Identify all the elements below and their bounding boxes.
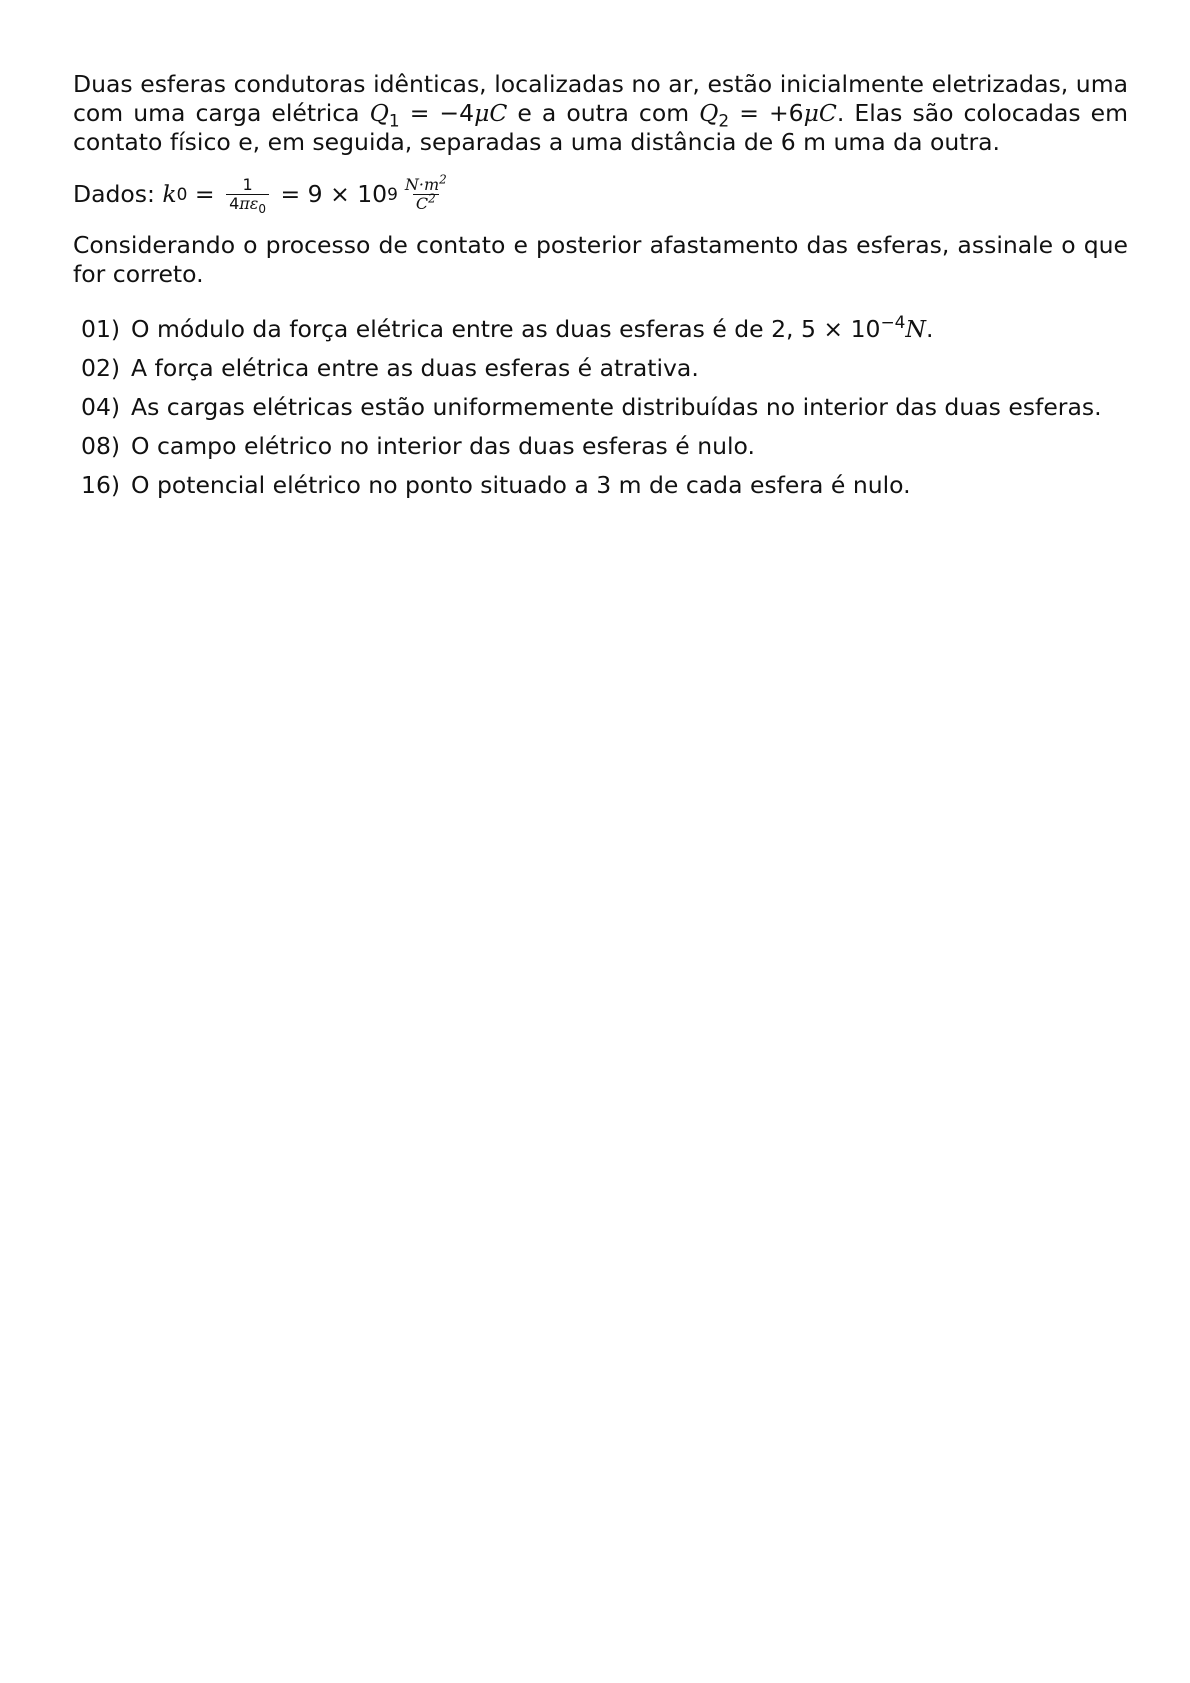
unit-denominator <box>413 191 439 213</box>
q1-subscript: 1 <box>388 110 400 131</box>
q1-symbol: Q <box>369 99 389 127</box>
q2-subscript: 2 <box>718 110 730 131</box>
option-text: As cargas elétricas estão uniformemente distribuídas no interior das duas esferas. <box>131 393 1102 421</box>
unit-denominator-text: C <box>415 193 429 213</box>
q2-symbol: Q <box>699 99 719 127</box>
intro-text: . Elas são colocadas em contato físico e, em seguida, separadas a uma distância de 6 m uma da outra. <box>73 99 1128 156</box>
option-text-end: . <box>925 315 934 343</box>
intro-paragraph <box>73 70 1128 157</box>
fraction-numerator: 1 <box>242 174 253 194</box>
unit-numerator-text: N·m <box>404 174 440 194</box>
intro-text: e a outra com <box>507 99 700 127</box>
unit-numerator <box>402 172 450 194</box>
intro-text: Duas esferas condutoras idênticas, localizadas no ar, estão inicialmente eletrizadas, uma com uma carga elétrica <box>73 70 1128 127</box>
option-text <box>131 312 934 344</box>
denominator-prefix: 4 <box>229 193 240 213</box>
q2-unit: μC <box>803 99 837 127</box>
option-item <box>81 354 1128 383</box>
given-data-line: Dados: k 0 = $\frac{1}{4\pi\varepsilon_0}$ = 9 × 10 9 $\frac{N\cdot m^2}{C^2}$ <box>73 171 1128 217</box>
option-text: A força elétrica entre as duas esferas é atrativa. <box>131 354 699 382</box>
k-symbol: k <box>162 180 177 208</box>
option-exponent: −4 <box>880 312 906 333</box>
option-item <box>81 312 1128 344</box>
unit-denominator-exponent: 2 <box>428 191 436 206</box>
denominator-symbol: πε <box>239 193 259 213</box>
q1-unit: μC <box>474 99 508 127</box>
equals-sign: = <box>187 180 223 208</box>
option-text: O campo elétrico no interior das duas esferas é nulo. <box>131 432 755 460</box>
option-item <box>81 471 1128 500</box>
coulomb-fraction <box>226 174 269 216</box>
q1-value: = −4 <box>399 99 475 127</box>
fraction-denominator <box>226 193 269 216</box>
document-page <box>73 70 1128 510</box>
option-number: 08) <box>81 432 121 460</box>
q2-value: = +6 <box>729 99 804 127</box>
option-number: 01) <box>81 315 121 343</box>
unit-numerator-exponent: 2 <box>439 172 447 187</box>
option-item <box>81 393 1128 422</box>
option-number: 04) <box>81 393 121 421</box>
given-data-label: Dados: <box>73 180 163 208</box>
constant-value: = 9 × 10 <box>273 180 388 208</box>
question-paragraph: Considerando o processo de contato e posterior afastamento das esferas, assinale o que for correto. <box>73 231 1128 288</box>
options-list <box>73 312 1128 500</box>
option-text-main: O módulo da força elétrica entre as duas esferas é de 2, 5 × 10 <box>131 315 881 343</box>
option-item <box>81 432 1128 461</box>
unit-fraction <box>402 172 450 213</box>
option-unit: N <box>905 315 926 343</box>
option-number: 02) <box>81 354 121 382</box>
denominator-subscript: 0 <box>258 201 267 216</box>
option-number: 16) <box>81 471 121 499</box>
option-text: O potencial elétrico no ponto situado a 3 m de cada esfera é nulo. <box>131 471 911 499</box>
